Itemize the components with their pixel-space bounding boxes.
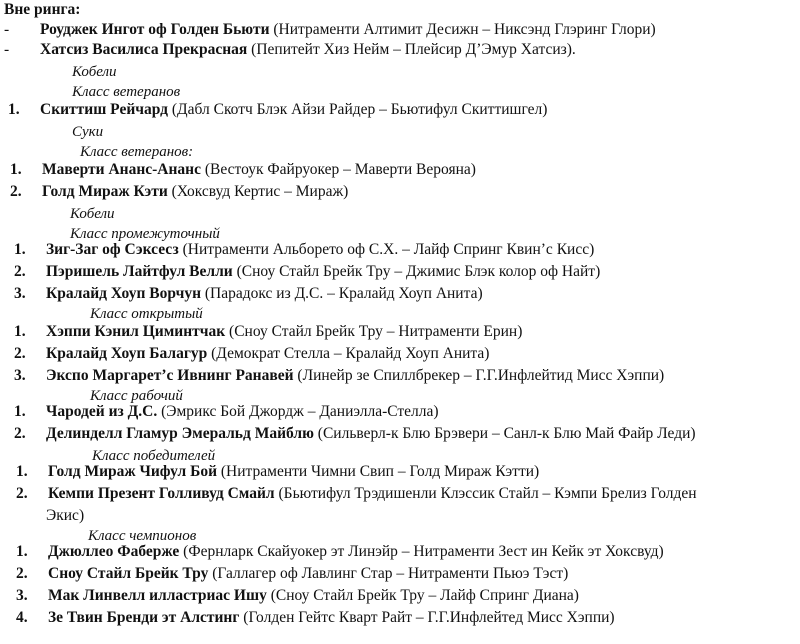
dog-parents: (Демократ Стелла – Кралайд Хоуп Анита) — [211, 345, 490, 362]
item-text — [46, 402, 439, 422]
item-text — [48, 462, 539, 482]
dog-parents: (Сноу Стайл Брейк Тру – Джимис Блэк колор оф Найт) — [236, 263, 601, 280]
item-marker: 2. — [10, 183, 22, 200]
dog-name: Голд Мираж Кэти — [42, 183, 168, 200]
item-marker: 2. — [14, 425, 26, 442]
dog-name: Чародей из Д.С. — [46, 403, 158, 420]
item-text — [46, 322, 522, 342]
dog-name: Джюллео Фаберже — [48, 543, 180, 560]
dog-parents: (Сильверл-к Блю Брэвери – Санл-к Блю Май Файр Леди) — [317, 425, 696, 442]
subheading-text: Класс ветеранов — [72, 84, 181, 100]
dog-parents: (Нитраменти Алтимит Десижн – Никсэнд Глэринг Глори) — [273, 21, 656, 38]
subheading-text: Кобели — [72, 64, 117, 80]
dog-parents: (Вестоук Файруокер – Маверти Верояна) — [204, 161, 476, 178]
item-text — [46, 240, 594, 260]
subheading-text: Класс открытый — [90, 306, 203, 322]
dog-name: Скиттиш Рейчард — [40, 101, 168, 118]
item-marker: 1. — [16, 463, 28, 480]
subheading-text: Класс ветеранов: — [80, 144, 194, 160]
item-text — [46, 284, 483, 304]
subheading-text: Кобели — [70, 206, 115, 222]
item-marker: - — [4, 41, 10, 58]
dog-name: Пэришель Лайтфул Велли — [46, 263, 233, 280]
dog-parents: (Фернларк Скайуокер эт Линэйр – Нитраменти Зест ин Кейк эт Хоксвуд) — [183, 543, 664, 560]
item-text — [48, 484, 697, 504]
dog-parents: (Галлагер оф Лавлинг Стар – Нитраменти Пьюэ Тэст) — [212, 565, 569, 582]
item-marker: 2. — [16, 565, 28, 582]
dog-name: Голд Мираж Чифул Бой — [48, 463, 218, 480]
item-text — [42, 182, 348, 202]
item-marker: 3. — [14, 367, 26, 384]
dog-parents: (Дабл Скотч Блэк Айзи Райдер – Бьютифул Скиттишгел) — [171, 101, 548, 118]
dog-parents: (Хоксвуд Кертис – Мираж) — [171, 183, 349, 200]
subheading-text: Класс рабочий — [90, 388, 183, 404]
dog-parents: (Сноу Стайл Брейк Тру – Лайф Спринг Диана) — [270, 587, 579, 604]
dog-name: Кралайд Хоуп Ворчун — [46, 285, 202, 302]
dog-name: Экспо Маргарет’с Ивнинг Ранавей — [46, 367, 294, 384]
item-text — [46, 344, 489, 364]
item-marker: 1. — [14, 403, 26, 420]
item-marker: 1. — [10, 161, 22, 178]
item-text — [48, 608, 615, 628]
item-text — [46, 424, 696, 444]
item-text — [40, 20, 656, 40]
dog-parents: (Нитраменти Альборето оф С.Х. – Лайф Спринг Квин’с Кисс) — [182, 241, 595, 258]
item-text — [46, 366, 664, 386]
item-marker: 1. — [14, 323, 26, 340]
dog-name: Мак Линвелл илластриас Ишу — [48, 587, 267, 604]
dog-parents: (Голден Гейтс Кварт Райт – Г.Г.Инфлейтед Мисс Хэппи) — [243, 609, 615, 626]
dog-name: Кралайд Хоуп Балагур — [46, 345, 208, 362]
dog-parents: (Линейр зе Спиллбрекер – Г.Г.Инфлейтид Мисс Хэппи) — [297, 367, 665, 384]
item-text — [40, 100, 547, 120]
dog-parents: (Сноу Стайл Брейк Тру – Нитраменти Ерин) — [229, 323, 523, 340]
item-marker: 2. — [14, 345, 26, 362]
continuation-text: Экис) — [46, 507, 85, 524]
item-marker: 3. — [16, 587, 28, 604]
dog-parents: (Нитраменти Чимни Свип – Голд Мираж Кэтти) — [220, 463, 540, 480]
subheading-text: Класс победителей — [92, 448, 216, 464]
subheading-text: Суки — [72, 124, 104, 140]
item-text — [48, 564, 568, 584]
item-marker: 4. — [16, 609, 28, 626]
dog-name: Делинделл Гламур Эмеральд Майблю — [46, 425, 314, 442]
subheading-text: Класс чемпионов — [88, 528, 197, 544]
item-text — [46, 262, 600, 282]
dog-name: Роуджек Ингот оф Голден Бьюти — [40, 21, 270, 38]
item-marker: 1. — [8, 101, 20, 118]
dog-name: Хатсиз Василиса Прекрасная — [40, 41, 248, 58]
dog-parents: (Парадокс из Д.С. – Кралайд Хоуп Анита) — [204, 285, 483, 302]
dog-name: Маверти Ананс-Ананс — [42, 161, 201, 178]
dog-name: Сноу Стайл Брейк Тру — [48, 565, 209, 582]
dog-name: Зиг-Заг оф Сэксесз — [46, 241, 179, 258]
item-text — [40, 40, 576, 60]
item-marker: 2. — [14, 263, 26, 280]
item-text — [48, 542, 664, 562]
dog-name: Кемпи Презент Голливуд Смайл — [48, 485, 275, 502]
subheading-text: Класс промежуточный — [70, 226, 220, 242]
dog-parents: (Пепитейт Хиз Нейм – Плейсир Д’Эмур Хатсиз). — [251, 41, 576, 58]
item-marker: 3. — [14, 285, 26, 302]
dog-parents: (Эмрикс Бой Джордж – Даниэлла-Стелла) — [161, 403, 439, 420]
dog-name: Зе Твин Бренди эт Алстинг — [48, 609, 240, 626]
item-marker: - — [4, 21, 10, 38]
item-text — [48, 586, 579, 606]
dog-name: Хэппи Кэнил Циминтчак — [46, 323, 226, 340]
heading-text: Вне ринга: — [4, 1, 81, 18]
item-marker: 1. — [16, 543, 28, 560]
item-marker: 2. — [16, 485, 28, 502]
item-marker: 1. — [14, 241, 26, 258]
dog-parents: (Бьютифул Трэдишенли Клэссик Стайл – Кэмпи Брелиз Голден — [278, 485, 697, 502]
item-text — [42, 160, 476, 180]
